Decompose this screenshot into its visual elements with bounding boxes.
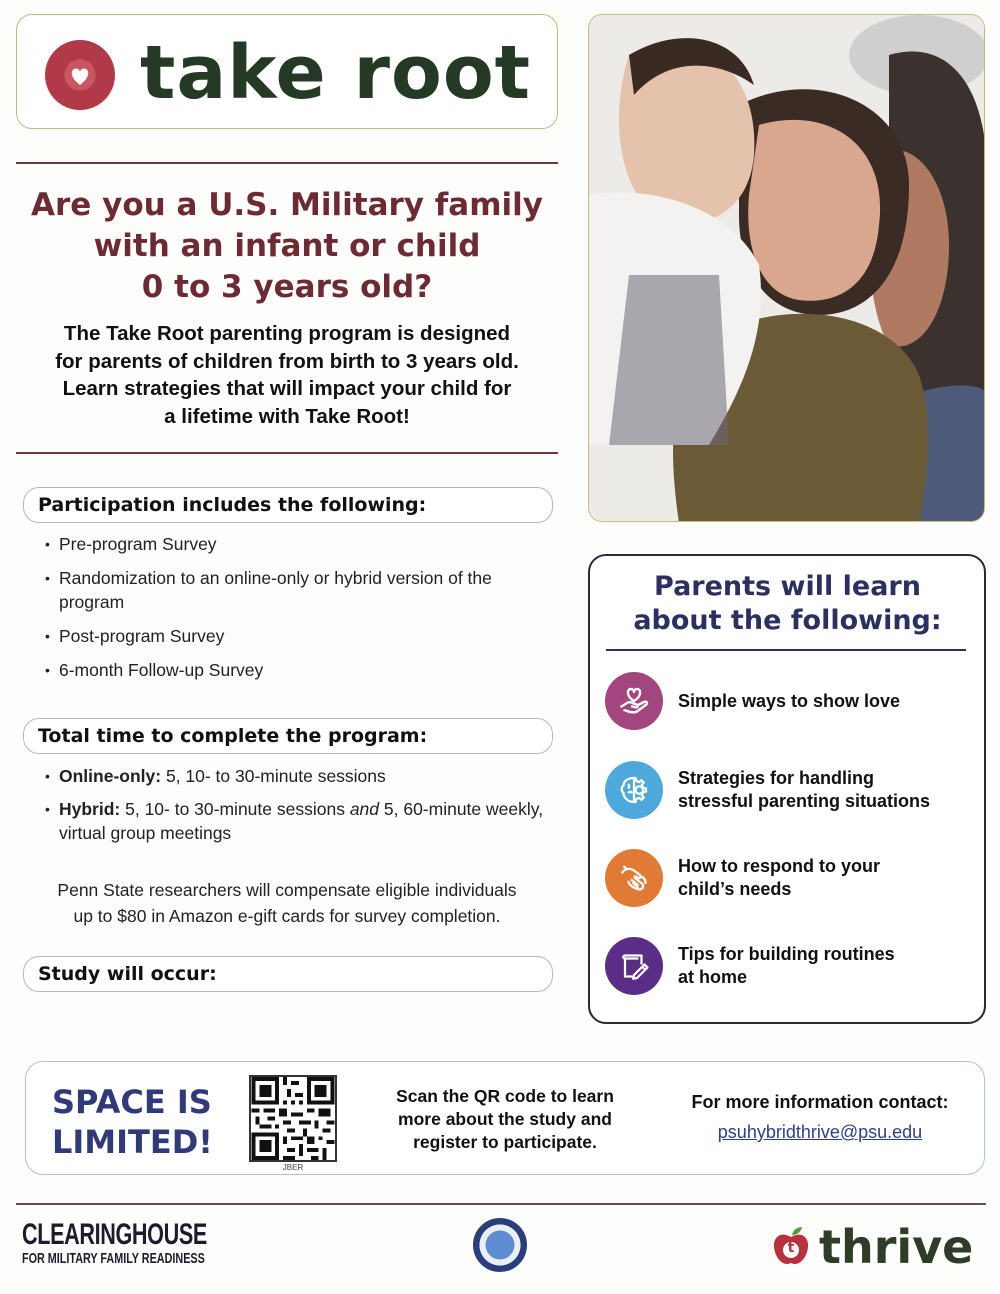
- contact-label: For more information contact:: [691, 1092, 949, 1112]
- learn-title: [600, 570, 975, 638]
- military-seal-icon: [473, 1218, 527, 1272]
- learn-item-text: [678, 690, 900, 713]
- intro-line: The Take Root parenting program is designed: [63, 322, 511, 345]
- divider: [16, 452, 558, 454]
- divider: [606, 649, 966, 651]
- list-item-online: [45, 764, 545, 788]
- headline: [16, 185, 558, 308]
- clearinghouse-logo-subtitle: FOR MILITARY FAMILY READINESS: [22, 1250, 205, 1267]
- scan-instructions: [370, 1085, 640, 1154]
- scan-line: register to participate.: [413, 1132, 597, 1152]
- learn-item-line: Tips for building routines: [678, 944, 895, 964]
- hybrid-text: 5, 60-minute weekly, virtual group meetings: [59, 799, 544, 843]
- learn-item-text: [678, 767, 930, 813]
- list-item-hybrid: [45, 797, 545, 845]
- space-line: SPACE IS: [52, 1083, 212, 1121]
- learn-item-line: child’s needs: [678, 879, 792, 899]
- space-line: LIMITED!: [52, 1123, 213, 1161]
- learn-item-text: [678, 943, 895, 989]
- compensation-line: up to $80 in Amazon e-gift cards for survey completion.: [73, 906, 501, 926]
- hybrid-and: and: [349, 799, 380, 819]
- participation-title: Participation includes the following:: [38, 494, 427, 516]
- list-item: • Post-program Survey: [45, 624, 525, 648]
- divider: [16, 162, 558, 164]
- total-time-heading: [23, 718, 553, 754]
- family-photo: [588, 14, 985, 522]
- headline-line: with an infant or child: [93, 228, 481, 264]
- learn-item-text: [678, 855, 880, 901]
- intro-line: a lifetime with Take Root!: [164, 404, 410, 428]
- intro-line: for parents of children from birth to 3 years old.: [55, 349, 519, 373]
- compensation-text: [16, 877, 558, 929]
- compensation-line: Penn State researchers will compensate eligible individuals: [57, 880, 517, 900]
- qr-code[interactable]: [249, 1075, 337, 1162]
- total-time-list: [45, 764, 545, 845]
- intro-paragraph: [16, 320, 558, 430]
- list-item: • Pre-program Survey: [45, 532, 525, 556]
- learn-item: [605, 672, 980, 730]
- divider: [16, 1203, 986, 1205]
- clearinghouse-logo-title: CLEARINGHOUSE: [22, 1218, 207, 1251]
- thrive-badge-letter: t: [787, 1240, 795, 1256]
- learn-title-line: about the following:: [633, 605, 942, 636]
- contact-email-link[interactable]: psuhybridthrive@psu.edu: [717, 1122, 923, 1142]
- hands-icon: [605, 849, 663, 907]
- online-label: Online-only:: [59, 766, 162, 786]
- study-heading: [23, 956, 553, 992]
- intro-line: Learn strategies that will impact your child for: [62, 377, 512, 400]
- headline-line: Are you a U.S. Military family: [31, 187, 543, 223]
- list-item: • Randomization to an online-only or hybrid version of the program: [45, 566, 525, 614]
- learn-item: [605, 937, 980, 995]
- take-root-logo-text: take root: [140, 30, 532, 116]
- scan-line: Scan the QR code to learn: [396, 1086, 614, 1106]
- participation-list: [45, 532, 525, 682]
- learn-item-line: stressful parenting situations: [678, 791, 931, 811]
- heart-icon: [45, 40, 115, 110]
- total-time-title: Total time to complete the program:: [38, 725, 428, 747]
- thrive-logo: [771, 1222, 973, 1272]
- online-text: 5, 10- to 30-minute sessions: [161, 766, 386, 786]
- qr-label: JBER: [282, 1163, 304, 1172]
- participation-heading: [23, 487, 553, 523]
- hybrid-text: 5, 10- to 30-minute sessions: [120, 799, 350, 819]
- study-title: Study will occur:: [38, 963, 217, 985]
- notebook-pencil-icon: [605, 937, 663, 995]
- brain-gear-icon: [605, 761, 663, 819]
- apple-icon: [771, 1225, 811, 1269]
- thrive-text: thrive: [819, 1220, 974, 1274]
- learn-item-line: Simple ways to show love: [678, 690, 901, 711]
- learn-title-line: Parents will learn: [654, 571, 921, 602]
- learn-item: [605, 849, 980, 907]
- space-limited-text: [52, 1082, 213, 1162]
- hybrid-label: Hybrid:: [59, 799, 121, 819]
- scan-line: more about the study and: [398, 1109, 612, 1129]
- headline-line: 0 to 3 years old?: [141, 269, 433, 305]
- list-item: • 6-month Follow-up Survey: [45, 658, 525, 682]
- learn-item-line: How to respond to your: [678, 856, 880, 876]
- learn-item-line: at home: [678, 967, 748, 987]
- learn-item: [605, 761, 980, 819]
- learn-item-line: Strategies for handling: [678, 768, 875, 788]
- heart-hand-icon: [605, 672, 663, 730]
